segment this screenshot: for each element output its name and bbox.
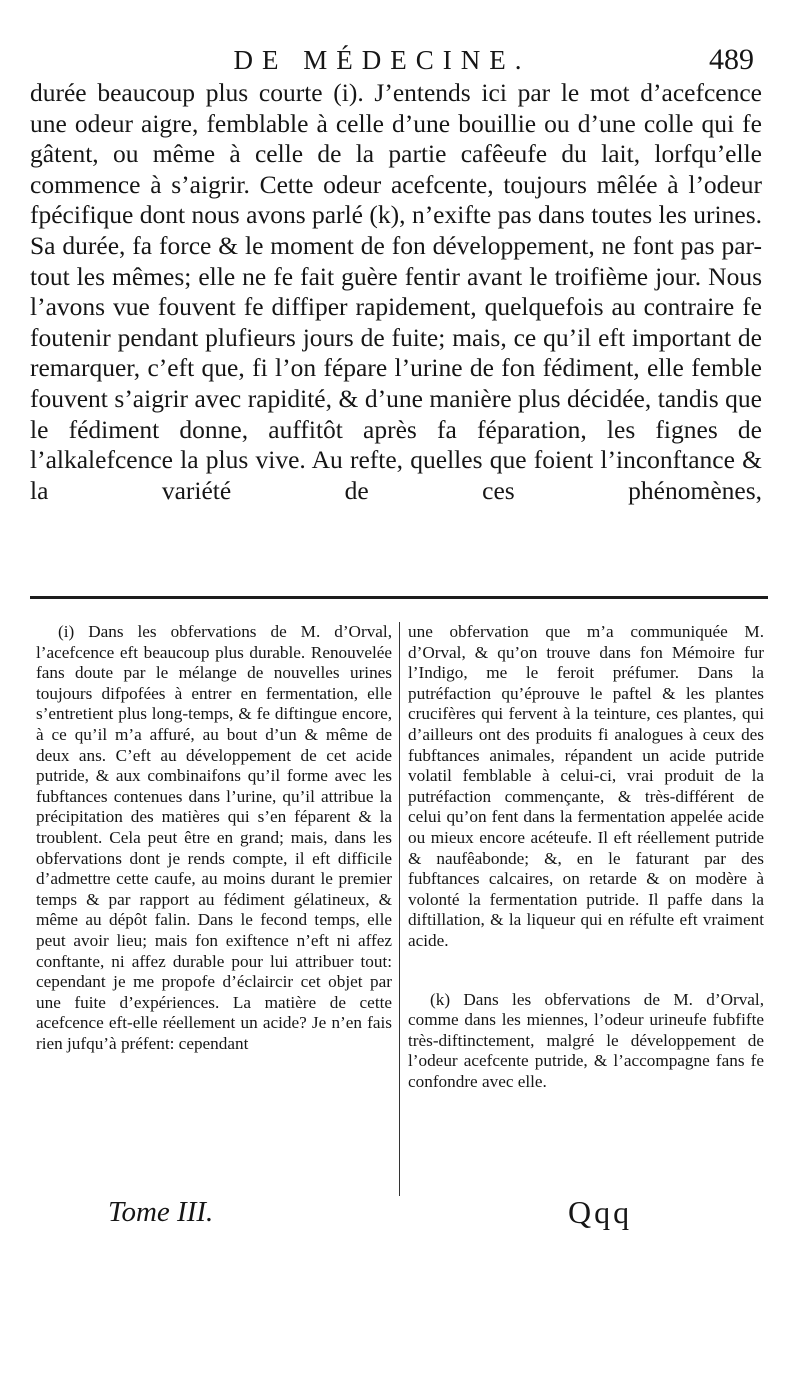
footnote-i: (i) Dans les obfervations de M. d’Orval, l’acefcence eft beaucoup plus durable. Renouvelée fans doute par le mélange de nouvelles urines toujours difpofées à entrer en fermentation, elle s’entretient plus long-temps, & fe diftingue encore, à ce qu’il m’a affuré, au bout d’un & même de deux ans. C’eft au développement de cet acide putride, & aux combinaifons qu’il forme avec les fubftances contenues dans l’urine, qu’il attribue la précipitation des matières qui s’en féparent & la troublent. Cela peut être en grand; mais, dans les obfervations dont je rends compte, il eft difficile d’admettre cette caufe, au moins durant le premier temps & par rapport au fédiment gélatineux, & même au dépôt falin. Dans le fecond temps, elle peut avoir lieu; mais fon exiftence n’eft ni affez conftante, ni affez durable pour lui attribuer tout: cependant je me propofe d’éclaircir cet objet par une fuite d’expériences. La matière de cette acefcence eft-elle réellement un acide? Je n’en fais rien jufqu’à préfent: cependant xyxy=(36,622,392,1053)
column-divider xyxy=(399,622,400,1196)
page-number: 489 xyxy=(709,43,754,76)
footnote-k: (k) Dans les obfervations de M. d’Orval, comme dans les miennes, l’odeur urineufe fubfifte très-diftinctement, malgré le développement de l’odeur acefcente putride, & l’accompagne fans fe confondre avec elle. xyxy=(408,989,764,1091)
footnote-separator-rule xyxy=(30,596,768,599)
running-title: DE MÉDECINE. xyxy=(233,45,531,75)
page-footer xyxy=(0,1192,800,1244)
footnote-i-continued: une obfervation que m’a communiquée M. d’Orval, & qu’on trouve dans fon Mémoire fur l’Indigo, me le feroit préfumer. Dans la putréfaction qu’éprouve le paftel & les plantes crucifères qui fervent à la teinture, ces plantes, qui d’ailleurs ont des produits fi analogues à ceux des fubftances animales, répandent un acide putride volatil femblable à celui-ci, vrai produit de la putréfaction commençante, & très-différent de celui qu’on fent dans la fermentation appelée acide ou mieux encore acéteufe. Il eft réellement putride & naufêabonde; &, en le faturant par des fubftances calcaires, on retarde & on modère à volonté la fermentation putride. Il paffe dans la diftillation, & la liqueur qui en réfulte eft vraiment acide. xyxy=(408,622,764,950)
gathering-signature: Qqq xyxy=(568,1194,633,1230)
note-spacer xyxy=(408,952,764,990)
volume-signature: Tome III. xyxy=(108,1196,214,1228)
footnote-column-right xyxy=(408,622,764,1092)
footnote-column-left xyxy=(36,622,392,1054)
page-header xyxy=(0,40,800,80)
main-text: durée beaucoup plus courte (i). J’entends ici par le mot d’acefcence une odeur aigre, femblable à celle d’une bouillie ou d’une colle qui fe gâtent, ou même à celle de la partie cafêeufe du lait, lorfqu’elle commence à s’aigrir. Cette odeur acefcente, toujours mêlée à l’odeur fpécifique dont nous avons parlé (k), n’exifte pas dans toutes les urines. Sa durée, fa force & le moment de fon développement, ne font pas par-tout les mêmes; elle ne fe fait guère fentir avant le troifième jour. Nous l’avons vue fouvent fe diffiper rapidement, quelquefois au contraire fe foutenir pendant plufieurs jours de fuite; mais, ce qu’il eft important de remarquer, c’eft que, fi l’on fépare l’urine de fon fédiment, elle femble fouvent s’aigrir avec rapidité, & d’une manière plus décidée, tandis que le fédiment donne, auffitôt après fa féparation, les fignes de l’alkalefcence la plus vive. Au refte, quelles que foient l’inconftance & la variété de ces phénomènes, xyxy=(30,78,762,505)
